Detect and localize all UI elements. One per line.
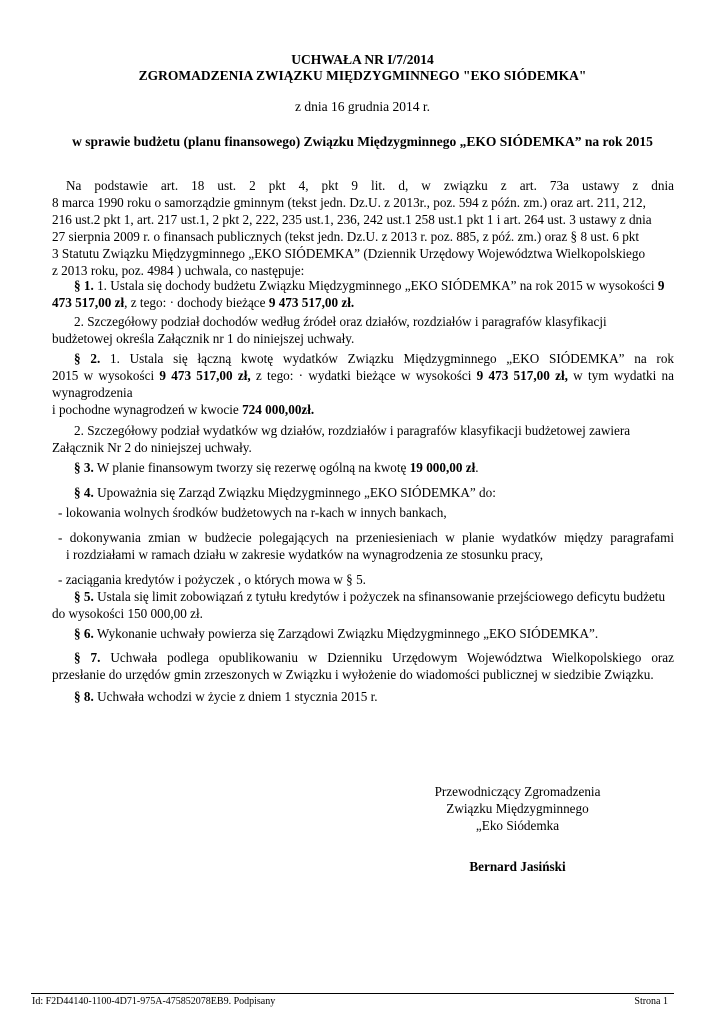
preamble-line: 3 Statutu Związku Międzygminnego „EKO SIÓDEMKA” (Dziennik Urzędowy Województwa Wielkopolskiego bbox=[52, 246, 646, 261]
paragraph-text: Załącznik Nr 2 do niniejszej uchwały. bbox=[52, 440, 252, 455]
paragraph-text: z tego: · wydatki bieżące w wysokości bbox=[250, 368, 477, 383]
preamble-line: Na podstawie art. 18 ust. 2 pkt 4, pkt 9 lit. d, w związku z art. 73a ustawy z dnia bbox=[66, 178, 674, 193]
paragraph-text: przesłanie do urzędów gmin zrzeszonych w Związku i wyłożenie do wiadomości publicznej w siedzibie Związku. bbox=[52, 667, 654, 682]
section-label: § 4. bbox=[74, 485, 94, 500]
document-id: Id: F2D44140-1100-4D71-975A-475852078EB9. Podpisany bbox=[32, 996, 276, 1007]
amount: 9 bbox=[657, 278, 665, 293]
signature-block bbox=[420, 783, 615, 834]
paragraph-1 bbox=[52, 277, 674, 311]
page-number: Strona 1 bbox=[634, 996, 668, 1007]
paragraph-text: W planie finansowym tworzy się rezerwę ogólną na kwotę bbox=[93, 460, 410, 475]
signature-title-line: Związku Międzygminnego bbox=[446, 801, 589, 816]
paragraph-7 bbox=[52, 649, 674, 683]
paragraph-text: Uchwała podlega opublikowaniu w Dzienniku Urzędowym Województwa Wielkopolskiego oraz bbox=[100, 650, 675, 665]
amount: 19 000,00 zł bbox=[409, 460, 476, 475]
section-label: § 5. bbox=[74, 589, 94, 604]
list-item: - lokowania wolnych środków budżetowych na r-kach w innych bankach, bbox=[58, 505, 447, 520]
section-label: § 2. bbox=[74, 351, 101, 366]
amount: 9 473 517,00 zł, bbox=[159, 368, 251, 383]
paragraph-4-list bbox=[58, 504, 674, 588]
title-line-1: UCHWAŁA NR I/7/2014 bbox=[291, 52, 434, 67]
signature-title-line: „Eko Siódemka bbox=[475, 818, 560, 833]
list-item: i rozdziałami w ramach działu w zakresie wydatków na wynagrodzenia ze stosunku pracy, bbox=[66, 547, 544, 562]
signatory-name: Bernard Jasiński bbox=[469, 859, 566, 874]
amount: 9 473 517,00 zł, bbox=[476, 368, 568, 383]
paragraph-3 bbox=[52, 459, 674, 476]
paragraph-text: w tym wydatki na bbox=[567, 368, 674, 383]
paragraph-1-point-2 bbox=[52, 313, 674, 347]
resolution-date: z dnia 16 grudnia 2014 r. bbox=[295, 99, 430, 114]
paragraph-text: Ustala się limit zobowiązań z tytułu kredytów i pożyczek na sfinansowanie przejściowego deficytu budżetu bbox=[93, 589, 666, 604]
section-label: § 6. bbox=[74, 626, 94, 641]
section-label: § 8. bbox=[74, 689, 94, 704]
preamble-line: 8 marca 1990 roku o samorządzie gminnym (tekst jedn. Dz.U. z 2013r., poz. 594 z późn. zm.) oraz art. 211, 212, bbox=[52, 195, 646, 210]
paragraph-text: do wysokości 150 000,00 zł. bbox=[52, 606, 203, 621]
preamble-line: z 2013 roku, poz. 4984 ) uchwala, co następuje: bbox=[52, 263, 305, 278]
paragraph-text: Wykonanie uchwały powierza się Zarządowi Związku Międzygminnego „EKO SIÓDEMKA”. bbox=[93, 626, 599, 641]
section-label: § 1. bbox=[74, 278, 94, 293]
paragraph-text: 1. Ustala się łączną kwotę wydatków Związku Międzygminnego „EKO SIÓDEMKA” na rok bbox=[100, 351, 675, 366]
paragraph-text: 2. Szczegółowy podział dochodów według źródeł oraz działów, rozdziałów i paragrafów klasyfikacji bbox=[74, 314, 607, 329]
paragraph-4 bbox=[52, 484, 674, 501]
paragraph-5 bbox=[52, 588, 674, 622]
section-label: § 7. bbox=[74, 650, 101, 665]
paragraph-8 bbox=[52, 688, 674, 705]
preamble-line: 216 ust.2 pkt 1, art. 217 ust.1, 2 pkt 2, 222, 235 ust.1, 236, 242 ust.1 258 ust.1 pkt 1 i art. 264 ust. 3 ustawy z dnia bbox=[52, 212, 652, 227]
signature-title-line: Przewodniczący Zgromadzenia bbox=[434, 784, 601, 799]
paragraph-text: wynagrodzenia bbox=[52, 385, 133, 400]
paragraph-text: . bbox=[475, 460, 479, 475]
paragraph-text: 2015 w wysokości bbox=[52, 368, 160, 383]
amount: 9 473 517,00 zł. bbox=[268, 295, 355, 310]
title-line-2: ZGROMADZENIA ZWIĄZKU MIĘDZYGMINNEGO "EKO SIÓDEMKA" bbox=[138, 68, 587, 83]
paragraph-text: Uchwała wchodzi w życie z dniem 1 stycznia 2015 r. bbox=[93, 689, 378, 704]
amount: 473 517,00 zł bbox=[52, 295, 125, 310]
preamble bbox=[52, 177, 674, 279]
preamble-line: 27 sierpnia 2009 r. o finansach publicznych (tekst jedn. Dz.U. z 2013 r. poz. 885, z póź. zm.) oraz § 8 ust. 6 pkt bbox=[52, 229, 640, 244]
paragraph-text: budżetowej określa Załącznik nr 1 do niniejszej uchwały. bbox=[52, 331, 355, 346]
paragraph-text: 2. Szczegółowy podział wydatków wg działów, rozdziałów i paragrafów klasyfikacji budżetowej zawiera bbox=[74, 423, 631, 438]
paragraph-2 bbox=[52, 350, 674, 418]
list-item: - dokonywania zmian w budżecie polegających na przeniesieniach w planie wydatków między paragrafami bbox=[58, 530, 674, 545]
resolution-subject: w sprawie budżetu (planu finansowego) Związku Międzygminnego „EKO SIÓDEMKA” na rok 2015 bbox=[72, 134, 653, 149]
paragraph-6 bbox=[52, 625, 674, 642]
footer-divider bbox=[31, 993, 674, 994]
paragraph-text: , z tego: · dochody bieżące bbox=[124, 295, 269, 310]
paragraph-text: 1. Ustala się dochody budżetu Związku Międzygminnego „EKO SIÓDEMKA” na rok 2015 w wysokości bbox=[93, 278, 658, 293]
paragraph-2-point-2 bbox=[52, 422, 674, 456]
list-item: - zaciągania kredytów i pożyczek , o których mowa w § 5. bbox=[58, 572, 366, 587]
amount: 724 000,00zł. bbox=[242, 402, 315, 417]
paragraph-text: i pochodne wynagrodzeń w kwocie bbox=[52, 402, 243, 417]
paragraph-text: Upoważnia się Zarząd Związku Międzygminnego „EKO SIÓDEMKA” do: bbox=[93, 485, 496, 500]
section-label: § 3. bbox=[74, 460, 94, 475]
